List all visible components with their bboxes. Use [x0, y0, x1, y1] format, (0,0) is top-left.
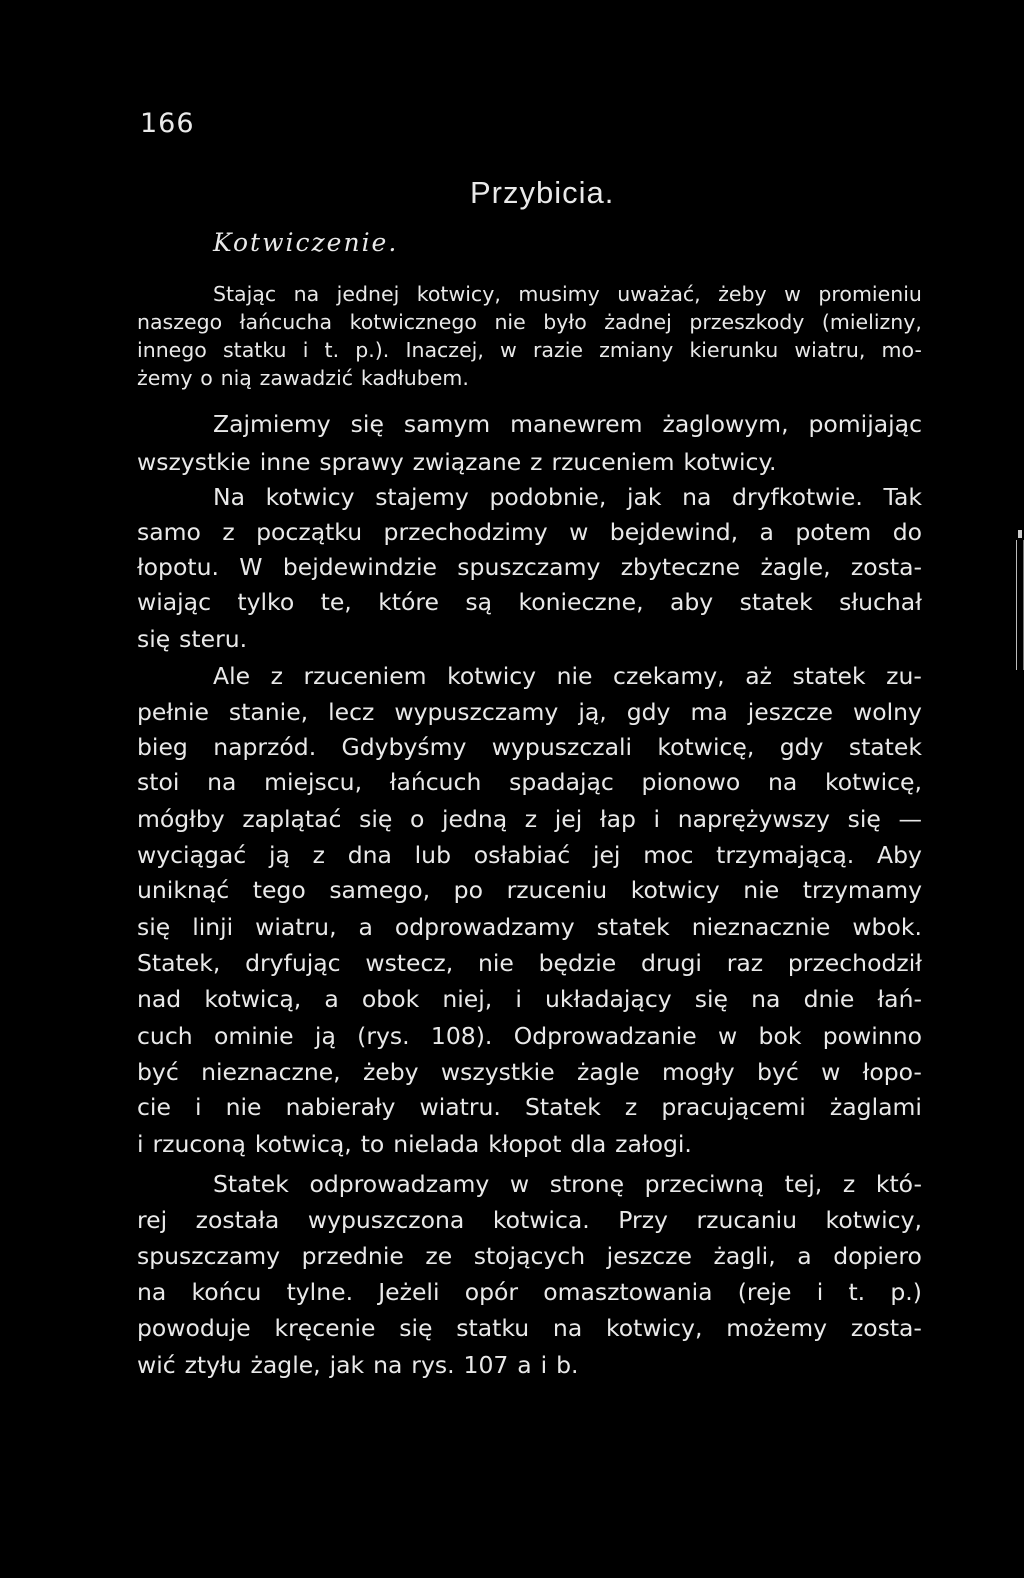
chapter-title: Przybicia.	[470, 175, 615, 210]
text-line: Statek, dryfując wstecz, nie będzie drugi raz przechodził	[137, 949, 922, 977]
scan-edge-mark	[1018, 530, 1022, 538]
text-line: cuch ominie ją (rys. 108). Odprowadzanie w bok powinno	[137, 1022, 922, 1050]
text-line: Zajmiemy się samym manewrem żaglowym, pomijając	[213, 410, 922, 438]
text-line: spuszczamy przednie ze stojących jeszcze żagli, a dopiero	[137, 1242, 922, 1270]
text-line: na końcu tylne. Jeżeli opór omasztowania (reje i t. p.)	[137, 1278, 922, 1306]
text-line: Ale z rzuceniem kotwicy nie czekamy, aż statek zu-	[213, 662, 922, 690]
text-line: i rzuconą kotwicą, to nielada kłopot dla załogi.	[137, 1130, 692, 1158]
text-line: wić ztyłu żagle, jak na rys. 107 a i b.	[137, 1351, 579, 1379]
text-line: łopotu. W bejdewindzie spuszczamy zbyteczne żagle, zosta-	[137, 553, 922, 581]
text-line: cie i nie nabierały wiatru. Statek z pracującemi żaglami	[137, 1093, 922, 1121]
text-line: Statek odprowadzamy w stronę przeciwną tej, z któ-	[213, 1170, 922, 1198]
text-line: bieg naprzód. Gdybyśmy wypuszczali kotwicę, gdy statek	[137, 733, 922, 761]
text-line: nad kotwicą, a obok niej, i układający się na dnie łań-	[137, 985, 922, 1013]
scan-edge-bar	[1016, 540, 1024, 670]
page-number: 166	[140, 108, 195, 139]
text-line: stoi na miejscu, łańcuch spadając pionowo na kotwicę,	[137, 768, 922, 796]
text-line: się steru.	[137, 625, 248, 653]
text-line: rej została wypuszczona kotwica. Przy rzucaniu kotwicy,	[137, 1206, 922, 1234]
text-line: mógłby zaplątać się o jedną z jej łap i naprężywszy się —	[137, 805, 922, 833]
text-line: uniknąć tego samego, po rzuceniu kotwicy nie trzymamy	[137, 876, 922, 904]
text-line: się linji wiatru, a odprowadzamy statek nieznacznie wbok.	[137, 913, 922, 941]
text-line: Stając na jednej kotwicy, musimy uważać, żeby w promieniu	[213, 282, 922, 306]
text-line: innego statku i t. p.). Inaczej, w razie zmiany kierunku wiatru, mo-	[137, 338, 922, 362]
text-line: żemy o nią zawadzić kadłubem.	[137, 366, 469, 390]
text-line: pełnie stanie, lecz wypuszczamy ją, gdy ma jeszcze wolny	[137, 698, 922, 726]
text-line: samo z początku przechodzimy w bejdewind, a potem do	[137, 518, 922, 546]
text-line: być nieznaczne, żeby wszystkie żagle mogły być w łopo-	[137, 1058, 922, 1086]
text-line: Na kotwicy stajemy podobnie, jak na dryfkotwie. Tak	[213, 483, 922, 511]
text-line: naszego łańcucha kotwicznego nie było żadnej przeszkody (mielizny,	[137, 310, 922, 334]
text-line: wszystkie inne sprawy związane z rzuceniem kotwicy.	[137, 448, 777, 476]
section-heading: Kotwiczenie.	[213, 228, 399, 257]
text-line: wyciągać ją z dna lub osłabiać jej moc trzymającą. Aby	[137, 841, 922, 869]
text-line: wiając tylko te, które są konieczne, aby statek słuchał	[137, 588, 922, 616]
text-line: powoduje kręcenie się statku na kotwicy, możemy zosta-	[137, 1314, 922, 1342]
